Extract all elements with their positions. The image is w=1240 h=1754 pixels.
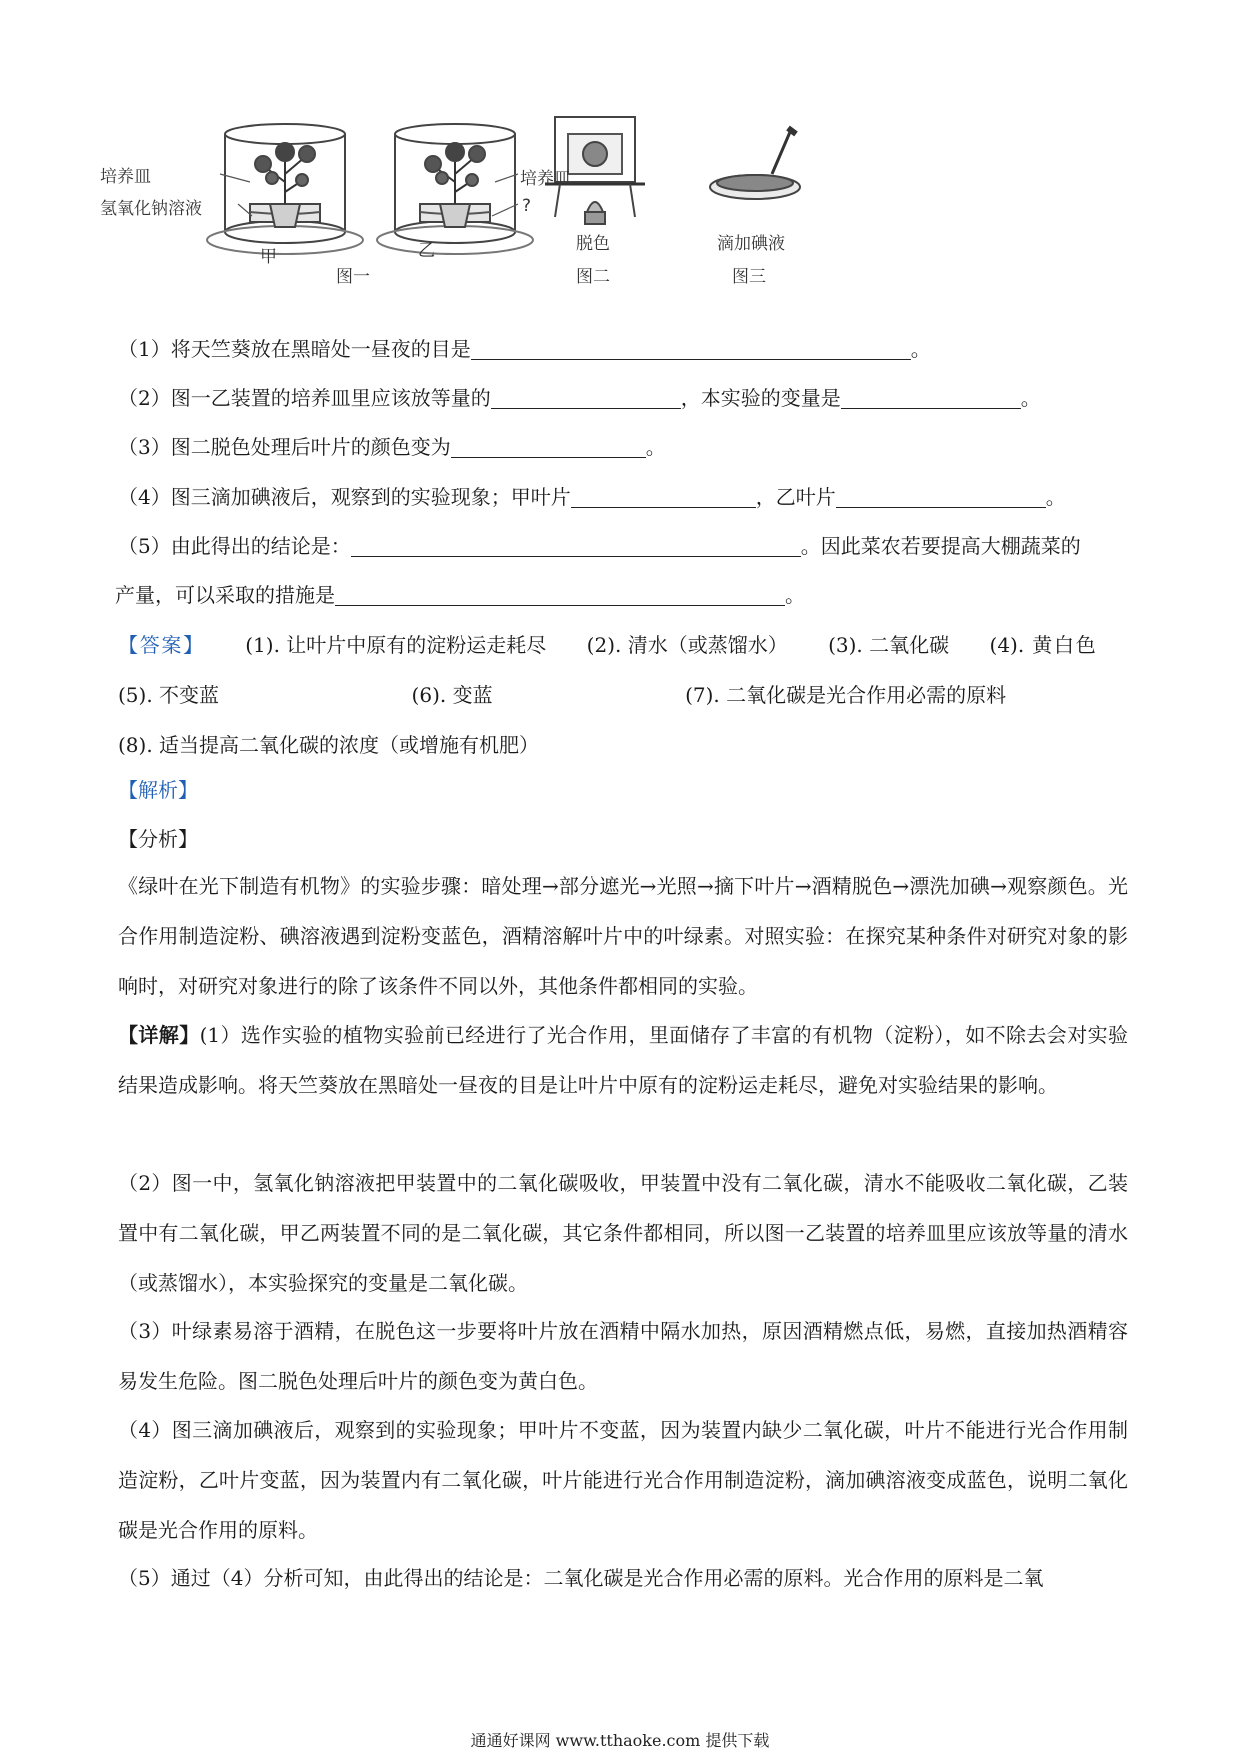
q1-text: （1）将天竺葵放在黑暗处一昼夜的目是 — [118, 337, 471, 361]
detail-1 — [118, 1010, 1128, 1110]
answer-item-6: (6). 变蓝 — [411, 683, 493, 707]
q2-text-b: ，本实验的变量是 — [680, 386, 841, 410]
label-fig1: 图一 — [336, 267, 370, 287]
q5-blank-2 — [335, 583, 785, 606]
label-fig2: 图二 — [576, 267, 610, 287]
q4-text-b: ，乙叶片 — [755, 485, 836, 509]
detail-tag: 【详解】 — [118, 1023, 200, 1047]
q4-text-a: （4）图三滴加碘液后，观察到的实验现象；甲叶片 — [118, 485, 571, 509]
question-3 — [118, 433, 1128, 461]
answer-block — [118, 620, 1128, 770]
detail-2: （2）图一中，氢氧化钠溶液把甲装置中的二氧化碳吸收，甲装置中没有二氧化碳，清水不能吸收二氧化碳，乙装置中有二氧化碳，甲乙两装置不同的是二氧化碳，其它条件都相同，所以图一乙装置的培养皿里应该放等量的清水（或蒸馏水），本实验探究的变量是二氧化碳。 — [118, 1171, 1128, 1295]
experiment-illustration — [100, 112, 920, 307]
q5-end: 。 — [785, 583, 805, 607]
answer-item-7: (7). 二氧化碳是光合作用必需的原料 — [685, 683, 1007, 707]
q2-end: 。 — [1020, 386, 1041, 410]
answer-item-8: (8). 适当提高二氧化碳的浓度（或增施有机肥） — [118, 733, 540, 757]
answer-tag: 【答案】 — [118, 633, 205, 657]
detail-5: （5）通过（4）分析可知，由此得出的结论是：二氧化碳是光合作用必需的原料。光合作用的原料是二氧 — [118, 1566, 1044, 1590]
question-1 — [118, 335, 1128, 363]
analysis-intro: 《绿叶在光下制造有机物》的实验步骤：暗处理→部分遮光→光照→摘下叶片→酒精脱色→漂洗加碘→观察颜色。光合作用制造淀粉、碘溶液遇到淀粉变蓝色，酒精溶解叶片中的叶绿素。对照实验：在探究某种条件对研究对象的影响时，对研究对象进行的除了该条件不同以外，其他条件都相同的实验。 — [118, 874, 1128, 998]
analysis-subtag-line — [118, 825, 1128, 853]
q5-text-a: （5）由此得出的结论是： — [118, 534, 351, 558]
label-question: ? — [522, 196, 532, 216]
q2-text-a: （2）图一乙装置的培养皿里应该放等量的 — [118, 386, 491, 410]
q3-blank — [451, 435, 646, 458]
page-footer: 通通好课网 www.tthaoke.com 提供下载 — [470, 1731, 770, 1750]
label-iodine: 滴加碘液 — [717, 234, 785, 254]
answer-item-5: (5). 不变蓝 — [118, 683, 220, 707]
question-2 — [118, 384, 1128, 412]
q1-blank — [471, 337, 911, 360]
analysis-tag: 【解析】 — [118, 778, 198, 802]
analysis-subtag: 【分析】 — [118, 827, 198, 851]
q4-blank-2 — [836, 485, 1046, 508]
label-dish-left: 培养皿 — [100, 167, 151, 187]
label-fig3: 图三 — [732, 267, 766, 287]
label-decolor: 脱色 — [576, 234, 610, 254]
label-jia: 甲 — [260, 247, 277, 267]
q4-end: 。 — [1045, 485, 1066, 509]
label-naoh: 氢氧化钠溶液 — [100, 199, 202, 219]
q5-blank-1 — [351, 534, 801, 557]
detail-1-text: (1）选作实验的植物实验前已经进行了光合作用，里面储存了丰富的有机物（淀粉），如不除去会对实验结果造成影响。将天竺葵放在黑暗处一昼夜的目是让叶片中原有的淀粉运走耗尽，避免对实验结果的影响。 — [118, 1023, 1128, 1097]
q4-blank-1 — [571, 485, 756, 508]
analysis-tag-line — [118, 776, 1128, 804]
question-5-line-2 — [115, 581, 1125, 609]
q2-blank-1 — [491, 386, 681, 409]
answer-item-2: (2). 清水（或蒸馏水） — [586, 633, 788, 657]
experiment-figure — [100, 112, 920, 307]
detail-3: （3）叶绿素易溶于酒精，在脱色这一步要将叶片放在酒精中隔水加热，原因酒精燃点低，易燃，直接加热酒精容易发生危险。图二脱色处理后叶片的颜色变为黄白色。 — [118, 1319, 1128, 1393]
q3-text: （3）图二脱色处理后叶片的颜色变为 — [118, 435, 451, 459]
answer-item-4: (4). 黄白色 — [989, 633, 1098, 657]
label-dish-right: 培养皿 — [520, 169, 571, 189]
q5-text-b: 。因此菜农若要提高大棚蔬菜的 — [800, 534, 1081, 558]
q5-text-c: 产量，可以采取的措施是 — [115, 583, 335, 607]
q2-blank-2 — [841, 386, 1021, 409]
q1-end: 。 — [910, 337, 931, 361]
answer-item-3: (3). 二氧化碳 — [828, 633, 950, 657]
detail-4: （4）图三滴加碘液后，观察到的实验现象；甲叶片不变蓝，因为装置内缺少二氧化碳，叶片不能进行光合作用制造淀粉，乙叶片变蓝，因为装置内有二氧化碳，叶片能进行光合作用制造淀粉，滴加碘溶液变成蓝色，说明二氧化碳是光合作用的原料。 — [118, 1418, 1128, 1542]
label-yi: 乙 — [418, 241, 435, 261]
question-4 — [118, 483, 1128, 511]
question-5-line-1 — [118, 532, 1128, 560]
q3-end: 。 — [645, 435, 666, 459]
answer-item-1: (1). 让叶片中原有的淀粉运走耗尽 — [245, 633, 547, 657]
